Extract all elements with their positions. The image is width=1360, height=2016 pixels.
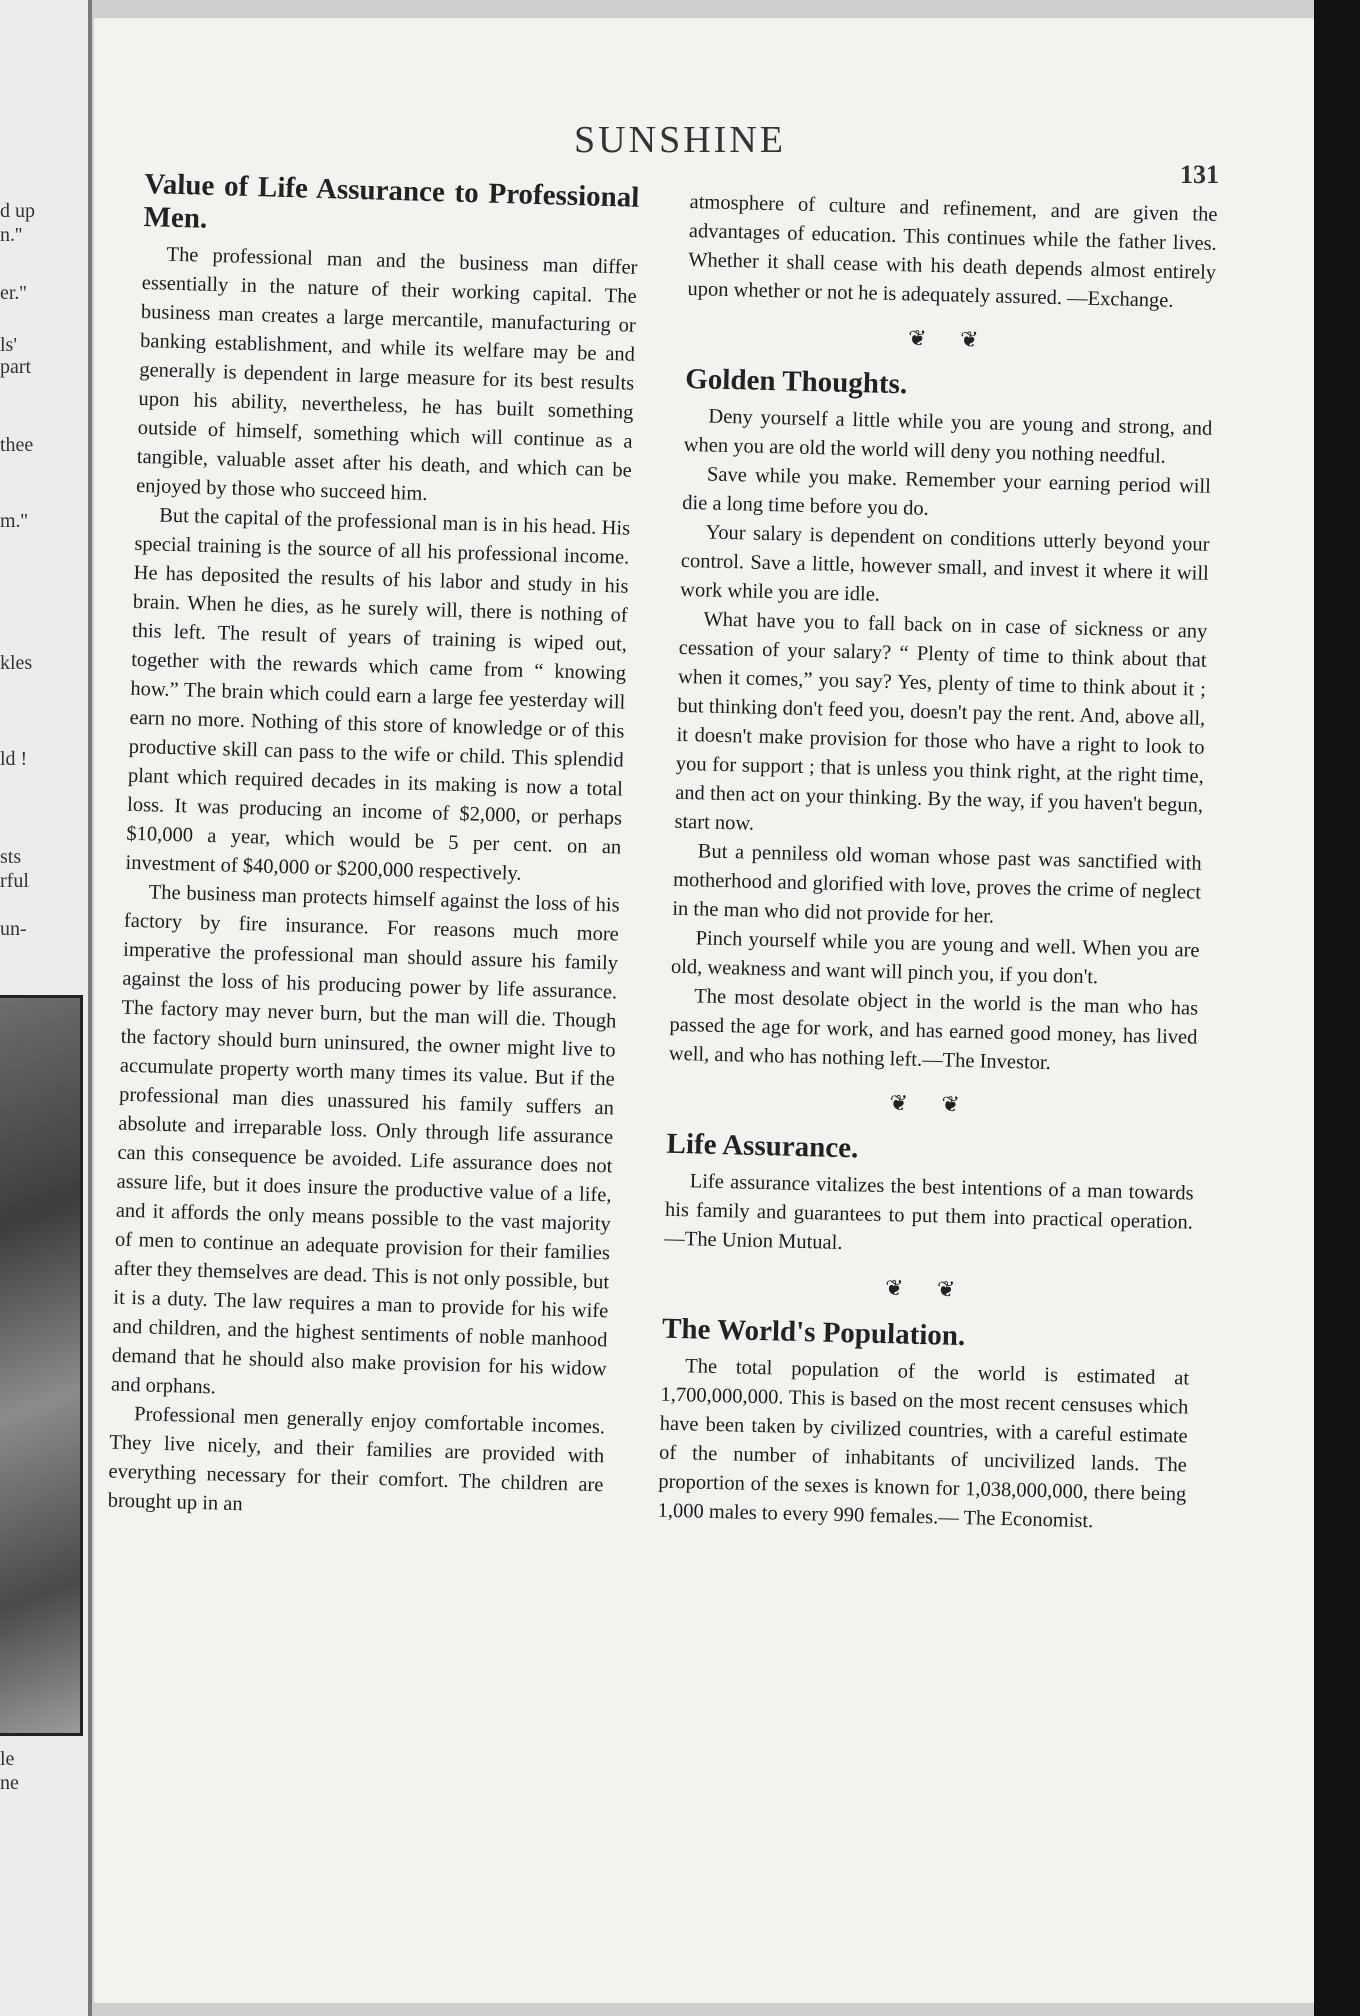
continued-paragraph: atmosphere of culture and refinement, and are given the advantages of education. This continues while the father lives. Whether it shall cease with his death depends almost entirely upon whether or not he is adequately assured. —Exchange. xyxy=(687,190,1218,312)
section-paragraph: The total population of the world is estimated at 1,700,000,000. This is based on the most recent censuses which have been taken by civilized countries, with a careful estimate of the number of inhabitants of uncivilized lands. The proportion of the sexes is known for 1,038,000,000, there being 1,000 males to every 990 females.— The Economist. xyxy=(657,1355,1190,1533)
section-title: Golden Thoughts. xyxy=(684,362,908,401)
left-page-fragment: ld ! xyxy=(0,748,28,770)
left-page-fragment: ls' xyxy=(0,334,17,356)
left-page-fragment: m.'' xyxy=(0,510,28,532)
ornament-divider: ❦ ❦ xyxy=(907,325,993,353)
left-page-fragment: sts xyxy=(0,846,22,868)
article-paragraph: Professional men generally enjoy comfortable incomes. They live nicely, and their families are provided with everything necessary for their comfort. The children are brought up in an xyxy=(107,1403,606,1516)
ornament-divider: ❦ ❦ xyxy=(884,1275,970,1303)
left-page-photograph xyxy=(0,995,83,1736)
left-page-fragment: part xyxy=(0,356,32,378)
section-paragraph: But a penniless old woman whose past was sanctified with motherhood and glorified with love, proves the crime of neglect in the man who did not provide for her. xyxy=(672,840,1202,928)
right-column xyxy=(657,188,1218,1539)
section-paragraph: Life assurance vitalizes the best intentions of a man towards his family and guarantees to put them into practical operation.—The Union Mutual. xyxy=(664,1170,1194,1255)
left-page-fragment: thee xyxy=(0,434,34,456)
section-title: The World's Population. xyxy=(661,1312,966,1353)
left-page-fragment: d up xyxy=(0,200,35,222)
left-column xyxy=(107,168,639,1529)
left-page-fragment: ne xyxy=(0,1772,19,1794)
left-page-fragment: kles xyxy=(0,652,33,674)
left-page-fragment: le xyxy=(0,1748,15,1770)
left-page-fragment: n.'' xyxy=(0,224,23,246)
article-title: Value of Life Assurance to Professional Men. xyxy=(143,168,640,235)
section-paragraph: Save while you make. Remember your earning period will die a long time before you do. xyxy=(682,463,1212,520)
section-paragraph: Deny yourself a little while you are young and strong, and when you are old the world will deny you nothing needful. xyxy=(683,405,1213,468)
article-paragraph: The business man protects himself against the loss of his factory by fire insurance. For reasons much more imperative the professional man should assure his family against the loss of his producing power by life assurance. The factory may never burn, but the man will die. Though the factory should burn uninsured, the owner might live to accumulate property worth many times its value. But if the professional man dies unassured his family suffers an absolute and irreparable loss. Only through life assurance can this consequence be avoided. Life assurance does not assure life, but it does insure the productive value of a life, and it affords the only means possible to the vast majority of men to continue an adequate provision for their families after they themselves are dead. This is not only possible, but it is a duty. The law requires a man to provide for his wife and children, and the highest sentiments of noble manhood demand that he should also make provision for his widow and orphans. xyxy=(110,881,620,1399)
adjacent-left-page xyxy=(0,0,92,2016)
ornament-divider: ❦ ❦ xyxy=(889,1090,975,1118)
section-paragraph: Your salary is dependent on conditions utterly beyond your control. Save a little, however small, and invest it where it will work while you are idle. xyxy=(679,521,1210,606)
article-paragraph: The professional man and the business man differ essentially in the nature of their working capital. The business man creates a large mercantile, manufacturing or banking establishment, and while its welfare may be and generally is dependent in large measure for its best results upon his ability, nevertheless, he has built something outside of himself, something which will continue as a tangible, valuable asset after his death, and which can be enjoyed by those who succeed him. xyxy=(135,243,638,506)
section-title: Life Assurance. xyxy=(666,1127,859,1165)
article-paragraph: But the capital of the professional man is in his head. His special training is the source of all his professional income. He has deposited the results of his labor and study in his brain. When he dies, as he surely will, there is nothing of this left. The result of years of training is wiped out, together with the rewards which came from “ knowing how.” The brain which could earn a large fee yesterday will earn no more. Nothing of this store of knowledge or of this productive skill can pass to the wife or child. This splendid plant which required decades in its making is now a total loss. It was producing an income of $2,000, or perhaps $10,000 a year, which would be 5 per cent. on an investment of $40,000 or $200,000 respectively. xyxy=(125,504,631,885)
left-page-fragment: un- xyxy=(0,918,27,940)
section-paragraph: What have you to fall back on in case of sickness or any cessation of your salary? “ Plenty of time to think about that when it comes,” you say? Yes, plenty of time to think about it ; but thinking don't feed you, doesn't pay the rent. And, above all, it doesn't make provision for those who have a right to look to you for support ; that is unless you think right, at the right time, and then act on your thinking. By the way, if you haven't begun, start now. xyxy=(674,608,1208,835)
page-number: 131 xyxy=(1180,160,1219,189)
left-page-fragment: er.'' xyxy=(0,282,27,304)
section-paragraph: Pinch yourself while you are young and well. When you are old, weakness and want will pinch you, if you don't. xyxy=(670,927,1200,989)
running-header: SUNSHINE xyxy=(574,119,786,161)
scan-edge xyxy=(1314,0,1360,2016)
section-paragraph: The most desolate object in the world is the man who has passed the age for work, and has earned good money, has lived well, and who has nothing left.—The Investor. xyxy=(668,985,1199,1075)
left-page-fragment: rful xyxy=(0,870,29,892)
